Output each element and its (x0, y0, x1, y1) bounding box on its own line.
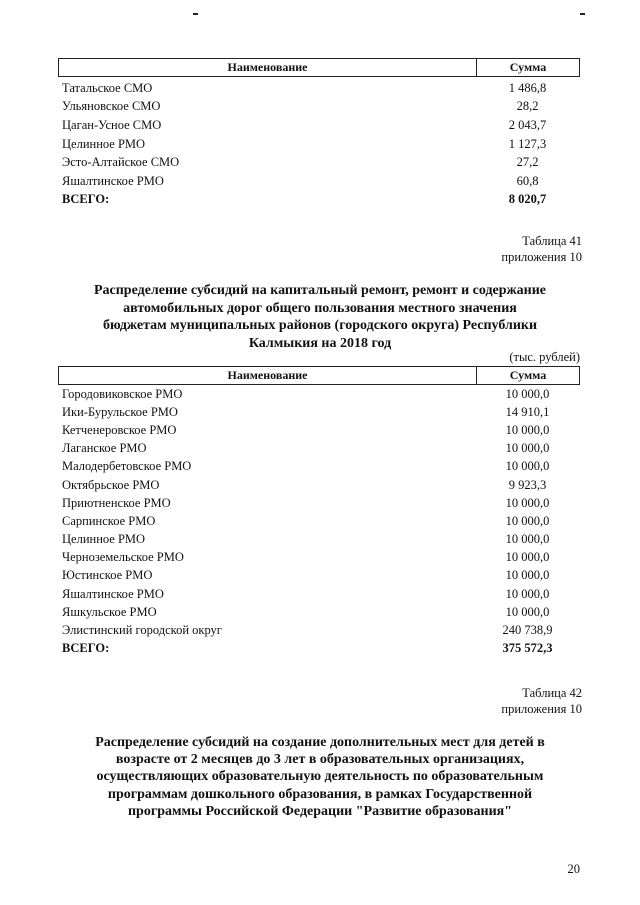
table-header (58, 366, 580, 385)
caption-table-number: Таблица 41 (522, 234, 582, 248)
header-amount: Сумма (509, 60, 547, 74)
table-total-row: ВСЕГО: 8 020,7 (62, 192, 547, 207)
table-row: Черноземельское РМО 10 000,0 (62, 550, 550, 565)
table-row: Октябрьское РМО 9 923,3 (62, 477, 547, 492)
table-row: Эсто-Алтайское СМО 27,2 (62, 155, 539, 170)
table-row: Приютненское РМО 10 000,0 (62, 495, 550, 510)
table-row: Целинное РМО 1 127,3 (62, 136, 547, 151)
table-row: Яшкульское РМО 10 000,0 (62, 604, 550, 619)
table-41 (58, 366, 580, 658)
section-heading-41: Распределение субсидий на капитальный ремонт, ремонт и содержание автомобильных дорог общего пользования местного значения бюджетам муниципальных районов (городского округа) Республики Калмыкия на 2018 год (93, 283, 547, 351)
table-caption-41 (501, 233, 582, 265)
caption-appendix: приложения 10 (501, 702, 582, 716)
table-row: Татальское СМО 1 486,8 (62, 80, 547, 95)
caption-appendix: приложения 10 (501, 250, 582, 264)
section-heading-42: Распределение субсидий на создание дополнительных мест для детей в возрасте от 2 месяцев до 3 лет в образовательных организациях, осуществляющих образовательную деятельность по образовательным программам дошкольного образования, в рамках Государственной программы Российской Федерации "Развитие образования" (95, 735, 545, 819)
header-amount: Сумма (509, 368, 547, 382)
unit-label: (тыс. рублей) (509, 350, 580, 364)
table-row: Кетченеровское РМО 10 000,0 (62, 422, 550, 437)
table-continuation (58, 58, 580, 209)
table-header (58, 58, 580, 77)
header-name: Наименование (59, 59, 477, 76)
table-row: Ики-Бурульское РМО 14 910,1 (62, 404, 550, 419)
scan-mark-left (193, 13, 198, 15)
table-row: Лаганское РМО 10 000,0 (62, 441, 550, 456)
table-row: Яшалтинское РМО 60,8 (62, 173, 539, 188)
table-row: Городовиковское РМО 10 000,0 (62, 386, 550, 401)
table-total-row: ВСЕГО: 375 572,3 (62, 641, 553, 656)
table-row: Целинное РМО 10 000,0 (62, 532, 550, 547)
header-name: Наименование (59, 367, 477, 384)
table-row: Цаган-Усное СМО 2 043,7 (62, 117, 547, 132)
table-row: Малодербетовское РМО 10 000,0 (62, 459, 550, 474)
table-row: Юстинское РМО 10 000,0 (62, 568, 550, 583)
caption-table-number: Таблица 42 (522, 686, 582, 700)
table-row: Яшалтинское РМО 10 000,0 (62, 586, 550, 601)
table-caption-42 (501, 685, 582, 717)
scan-mark-right (580, 13, 585, 15)
table-row: Ульяновское СМО 28,2 (62, 99, 539, 114)
page-number: 20 (567, 862, 580, 876)
table-row: Сарпинское РМО 10 000,0 (62, 513, 550, 528)
table-row: Элистинский городской округ 240 738,9 (62, 623, 553, 638)
